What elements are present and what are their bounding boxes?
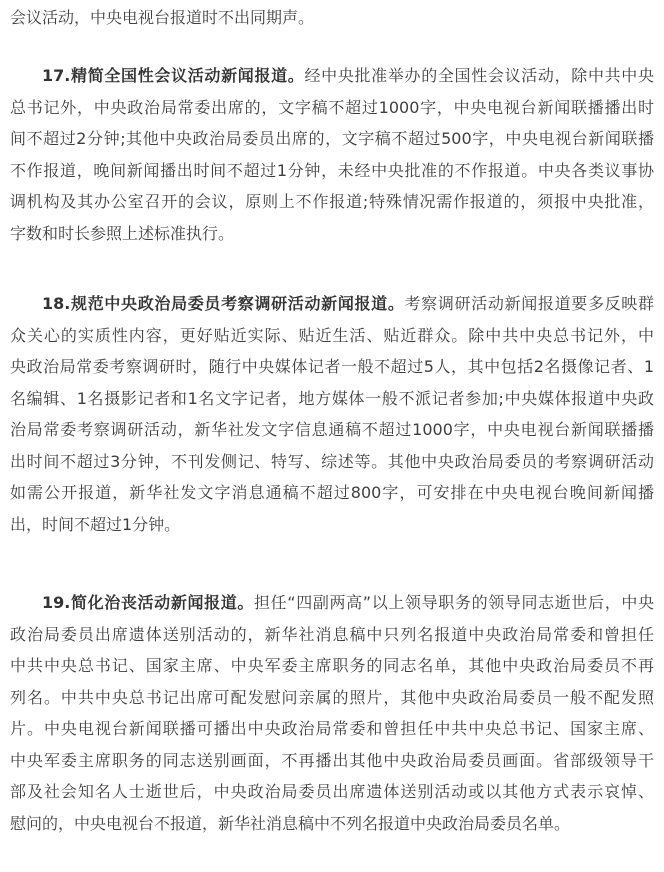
paragraph-line: 政治局委员出席遗体送别活动的，新华社消息稿中只列名报道中央政治局常委和曾担任 [10,624,654,644]
paragraph-line: 中央军委主席职务的同志送别画面，不再播出其他中央政治局委员画面。省部级领导干 [10,750,654,770]
paragraph-line: 中共中央总书记、国家主席、中央军委主席职务的同志名单，其他中央政治局委员不再 [10,656,654,675]
paragraph-first-line [10,60,654,92]
paragraph-line: 央政治局常委考察调研时，随行中央媒体记者一般不超过5人，其中包括2名摄像记者、1 [10,357,654,376]
section-heading: 17.精简全国性会议活动新闻报道。 [42,66,305,85]
paragraph-text: 经中央批准举办的全国性会议活动，除中共中央 [304,66,654,85]
paragraph-line: 片。中央电视台新闻联播可播出中央政治局常委和曾担任中共中央总书记、国家主席、 [10,719,654,738]
paragraph-line: 间不超过2分钟;其他中央政治局委员出席的，文字稿不超过500字，中央电视台新闻联播 [10,129,654,148]
paragraph-text: 考察调研活动新闻报道要多反映群 [404,294,654,313]
paragraph-line: 众关心的实质性内容，更好贴近实际、贴近生活、贴近群众。除中共中央总书记外，中 [10,325,654,345]
paragraph-line: 治局常委考察调研活动，新华社发文字信息通稿不超过1000字，中央电视台新闻联播播 [10,420,654,439]
paragraph-line: 会议活动，中央电视台报道时不出同期声。 [10,8,315,27]
paragraph-line: 不作报道，晚间新闻播出时间不超过1分钟，未经中央批准的不作报道。中央各类议事协 [10,160,654,180]
section-heading: 18.规范中央政治局委员考察调研活动新闻报道。 [42,294,405,313]
paragraph-line: 出，时间不超过1分钟。 [10,514,181,534]
paragraph-line: 如需公开报道，新华社发文字消息通稿不超过800字，可安排在中央电视台晚间新闻播 [10,483,654,502]
section-heading: 19.简化治丧活动新闻报道。 [42,593,255,612]
paragraph-line: 出时间不超过3分钟，不刊发侧记、特写、综述等。其他中央政治局委员的考察调研活动 [10,451,654,471]
paragraph-first-line [10,288,654,320]
paragraph-line: 列名。中共中央总书记出席可配发慰问亲属的照片，其他中央政治局委员一般不配发照 [10,687,654,707]
paragraph-line: 字数和时长参照上述标准执行。 [10,223,235,243]
paragraph-line: 调机构及其办公室召开的会议，原则上不作报道;特殊情况需作报道的，须报中央批准， [10,192,654,211]
paragraph-section-17 [10,60,654,249]
paragraph-intro-tail [10,2,654,34]
paragraph-line: 总书记外，中央政治局常委出席的，文字稿不超过1000字，中央电视台新闻联播播出时 [10,97,654,117]
paragraph-line: 名编辑、1名摄影记者和1名文字记者，地方媒体一般不派记者参加;中央媒体报道中央政 [10,388,654,408]
paragraph-first-line [10,587,654,619]
paragraph-line: 慰问的，中央电视台不报道，新华社消息稿中不列名报道中央政治局委员名单。 [10,813,571,833]
paragraph-line: 部及社会知名人士逝世后，中央政治局委员出席遗体送别活动或以其他方式表示哀悼、 [10,782,654,801]
paragraph-section-18 [10,288,654,540]
paragraph-section-19 [10,587,654,839]
paragraph-text: 担任“四副两高”以上领导职务的领导同志逝世后，中央 [254,593,654,612]
